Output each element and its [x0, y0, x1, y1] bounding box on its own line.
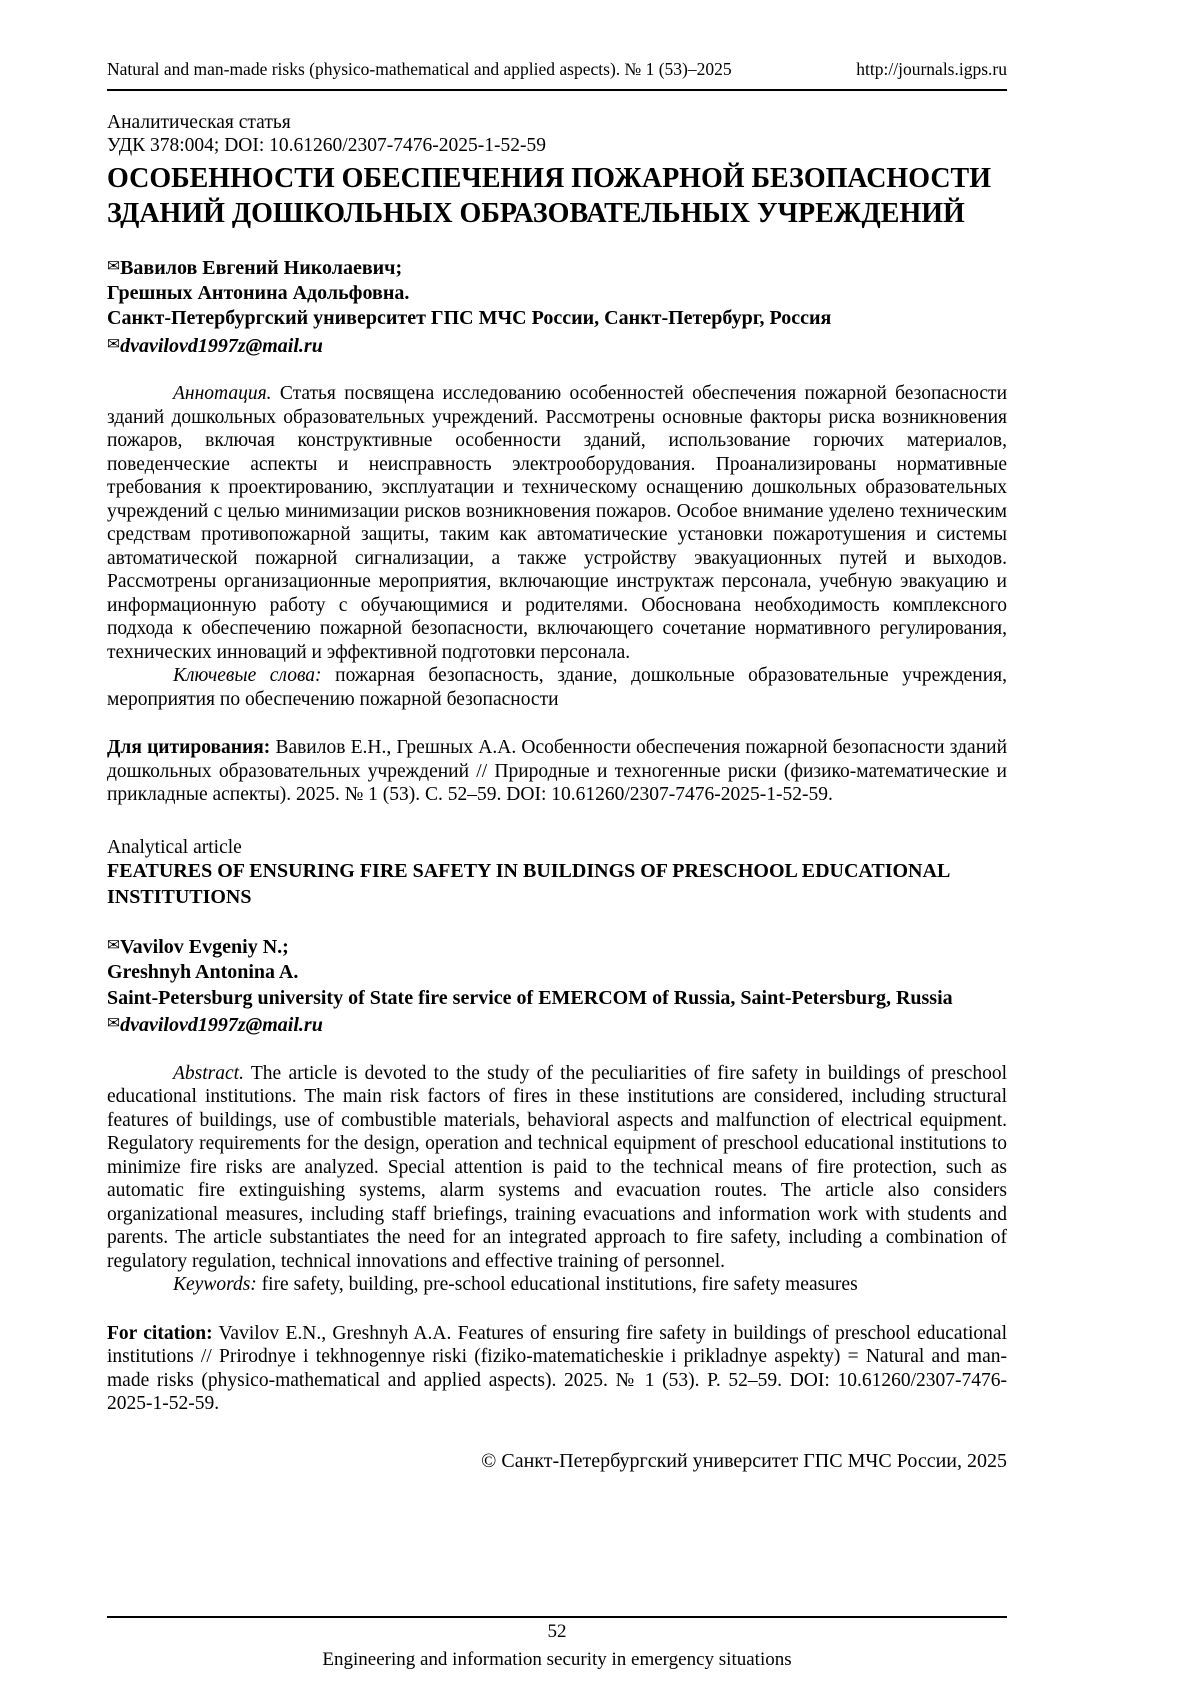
- keywords-label-ru: Ключевые слова:: [173, 665, 322, 687]
- citation-text-en: Vavilov E.N., Greshnyh A.A. Features of ensuring fire safety in buildings of preschool educational institutions // Prirodnye i tekhnogennye riski (fiziko-matematicheskie i prikladnye aspekty) = Natural and man-made risks (physico-mathematical and applied aspects). 2025. № 1 (53). P. 52–59. DOI: 10.61260/2307-7476-2025-1-52-59.: [107, 1322, 1007, 1415]
- email-link-ru[interactable]: dvavilovd1997z@mail.ru: [120, 334, 323, 357]
- citation-text-ru: Вавилов Е.Н., Грешных А.А. Особенности обеспечения пожарной безопасности зданий дошкольных образовательных учреждений // Природные и техногенные риски (физико-математические и прикладные аспекты). 2025. № 1 (53). С. 52–59. DOI: 10.61260/2307-7476-2025-1-52-59.: [107, 737, 1008, 806]
- journal-section-name: Engineering and information security in emergency situations: [322, 1649, 792, 1670]
- email-line-en: [107, 1011, 1007, 1038]
- envelope-icon: ✉: [107, 1014, 121, 1033]
- article-title-ru: ОСОБЕННОСТИ ОБЕСПЕЧЕНИЯ ПОЖАРНОЙ БЕЗОПАСНОСТИ ЗДАНИЙ ДОШКОЛЬНЫХ ОБРАЗОВАТЕЛЬНЫХ УЧРЕЖДЕНИЙ: [107, 162, 992, 229]
- keywords-text-ru: пожарная безопасность, здание, дошкольные образовательные учреждения, мероприятия по обеспечению пожарной безопасности: [107, 665, 1008, 710]
- author-ru-2: Грешных Антонина Адольфовна.: [107, 281, 410, 304]
- affiliation-en: Saint-Petersburg university of State fire service of EMERCOM of Russia, Saint-Petersburg, Russia: [107, 986, 953, 1009]
- citation-ru: [107, 736, 1007, 807]
- abstract-label-ru: Аннотация.: [173, 383, 272, 405]
- keywords-text-en: fire safety, building, pre-school educational institutions, fire safety measures: [261, 1274, 858, 1296]
- author-en-1-name: Vavilov Evgeniy N.;: [120, 935, 289, 958]
- article-title-en: FEATURES OF ENSURING FIRE SAFETY IN BUILDINGS OF PRESCHOOL EDUCATIONAL INSTITUTIONS: [107, 860, 950, 908]
- author-ru-1: [107, 254, 1007, 281]
- author-ru-1-name: Вавилов Евгений Николаевич;: [120, 256, 403, 279]
- journal-url-link[interactable]: http://journals.igps.ru: [856, 59, 1007, 79]
- email-line-ru: [107, 332, 1007, 359]
- envelope-icon: ✉: [107, 936, 121, 955]
- envelope-icon: ✉: [107, 256, 121, 275]
- abstract-text-ru: Статья посвящена исследованию особенностей обеспечения пожарной безопасности зданий дошкольных образовательных учреждений. Рассмотрены основные факторы риска возникновения пожаров, включая конструктивные особенности зданий, использование горючих материалов, поведенческие аспекты и неисправность электрооборудования. Проанализированы нормативные требования к проектированию, эксплуатации и техническому оснащению дошкольных образовательных учреждений с целью минимизации рисков возникновения пожаров. Особое внимание уделено техническим средствам противопожарной защиты, таким как автоматические установки пожаротушения и системы автоматической пожарной сигнализации, а также устройству эвакуационных путей и выходов. Рассмотрены организационные мероприятия, включающие инструктаж персонала, учебную эвакуацию и информационную работу с обучающимися и родителями. Обоснована необходимость комплексного подхода к обеспечению пожарной безопасности, включающего сочетание нормативного регулирования, технических инноваций и эффективной подготовки персонала.: [107, 383, 1008, 663]
- page-header: [107, 58, 1007, 89]
- article-type-en: Analytical article: [107, 836, 242, 858]
- abstract-text-en: The article is devoted to the study of the peculiarities of fire safety in buildings of preschool educational institutions. The main risk factors of fires in these institutions are considered, including structural features of buildings, use of combustible materials, behavioral aspects and malfunction of electrical equipment. Regulatory requirements for the design, operation and technical equipment of preschool educational institutions to minimize fire risks are analyzed. Special attention is paid to the technical means of fire protection, such as automatic fire extinguishing systems, alarm systems and evacuation routes. The article also considers organizational measures, including staff briefings, training evacuations and information work with students and parents. The article substantiates the need for an integrated approach to fire safety, including a combination of regulatory regulation, technical innovations and effective training of personnel.: [107, 1062, 1007, 1272]
- udk-doi-line: УДК 378:004; DOI: 10.61260/2307-7476-2025-1-52-59: [107, 135, 546, 156]
- article-content: [107, 91, 1007, 1474]
- citation-label-en: For citation:: [107, 1322, 213, 1344]
- page-number: 52: [547, 1621, 567, 1642]
- article-type-ru: Аналитическая статья: [107, 111, 291, 133]
- authors-block-en: [107, 933, 1007, 1039]
- journal-title: Natural and man-made risks (physico-mathematical and applied aspects). № 1 (53)–2025: [107, 59, 732, 79]
- envelope-icon: ✉: [107, 334, 121, 353]
- citation-en: [107, 1322, 1007, 1416]
- page-footer: [107, 1616, 1007, 1672]
- copyright-notice: © Санкт-Петербургский университет ГПС МЧС России, 2025: [481, 1449, 1007, 1472]
- keywords-en: [107, 1273, 1007, 1297]
- author-en-1: [107, 933, 1007, 960]
- abstract-en: [107, 1062, 1007, 1274]
- keywords-label-en: Keywords:: [173, 1274, 257, 1296]
- abstract-label-en: Abstract.: [173, 1062, 244, 1084]
- abstract-ru: [107, 382, 1007, 664]
- footer-divider: [107, 1616, 1007, 1618]
- keywords-ru: [107, 664, 1007, 711]
- email-link-en[interactable]: dvavilovd1997z@mail.ru: [120, 1014, 323, 1037]
- authors-block-ru: [107, 254, 1007, 360]
- affiliation-ru: Санкт-Петербургский университет ГПС МЧС России, Санкт-Петербург, Россия: [107, 307, 832, 330]
- citation-label-ru: Для цитирования:: [107, 737, 271, 759]
- author-en-2: Greshnyh Antonina A.: [107, 961, 299, 984]
